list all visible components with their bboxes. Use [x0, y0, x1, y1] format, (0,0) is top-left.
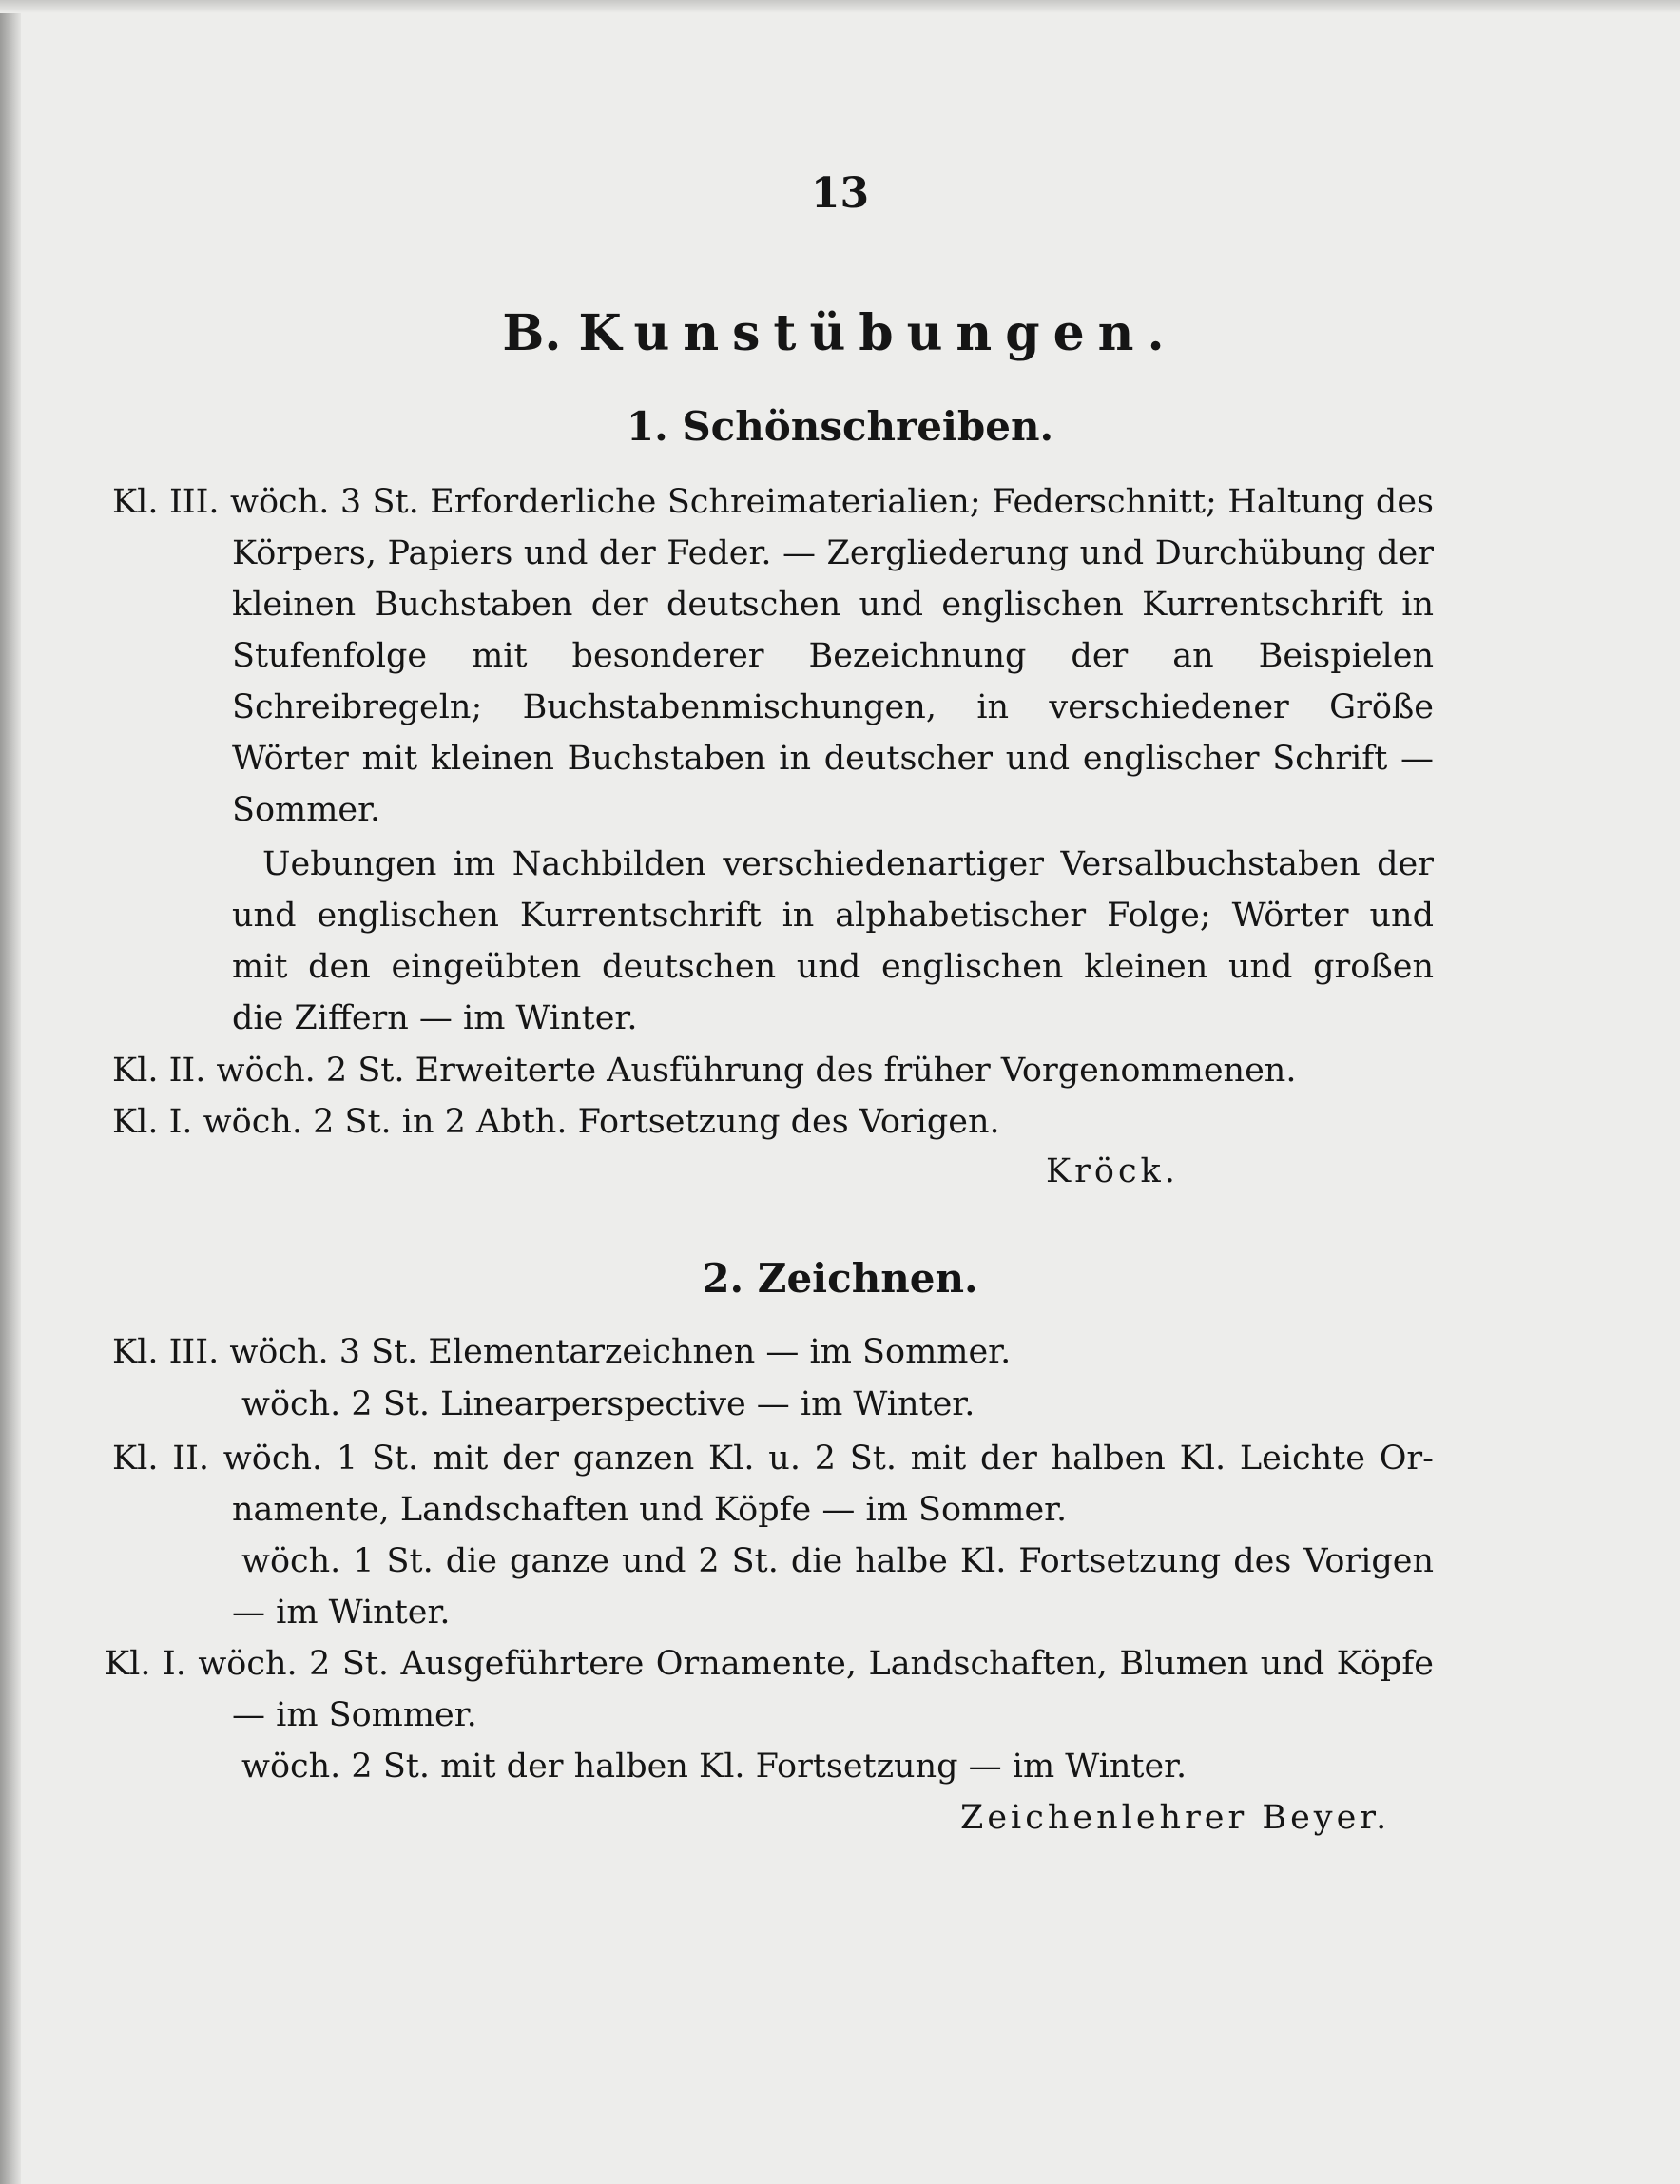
text-line: Sommer. — [232, 791, 381, 829]
page-top-shadow — [0, 0, 1680, 13]
section-letter: B. — [502, 304, 562, 362]
page-number: 13 — [810, 169, 870, 218]
text-line: Kl. III. wöch. 3 St. Elementarzeichnen — im Sommer. — [112, 1333, 1012, 1371]
text-line: Stufenfolge mit besonderer Bezeichnung der an Beispielen — [232, 637, 1434, 675]
text-line: namente, Landschaften und Köpfe — im Sommer. — [232, 1491, 1068, 1529]
section-title-text: Kunstübungen. — [578, 304, 1178, 362]
heading-schoenschreiben: 1. Schönschreiben. — [626, 403, 1054, 450]
text-line: wöch. 2 St. mit der halben Kl. Fortsetzung — im Winter. — [241, 1748, 1188, 1786]
section-title — [0, 304, 1680, 362]
text-line: Schreibregeln; Buchstabenmischungen, in verschiedener Größe — [232, 688, 1434, 726]
text-line: Kl. I. wöch. 2 St. Ausgeführtere Ornamente, Landschaften, Blumen und Köpfe — [105, 1645, 1434, 1683]
text-line: Kl. II. wöch. 1 St. mit der ganzen Kl. u. 2 St. mit der halben Kl. Leichte Or- — [112, 1440, 1434, 1478]
text-line: die Ziffern — im Winter. — [232, 999, 638, 1037]
text-line: Kl. I. wöch. 2 St. in 2 Abth. Fortsetzung des Vorigen. — [112, 1103, 1000, 1141]
text-line: Kl. III. wöch. 3 St. Erforderliche Schreimaterialien; Federschnitt; Haltung des — [112, 483, 1434, 521]
text-line: wöch. 1 St. die ganze und 2 St. die halbe Kl. Fortsetzung des Vorigen — [241, 1542, 1434, 1580]
signature-kroeck: Kröck. — [1046, 1152, 1179, 1190]
text-line: Körpers, Papiers und der Feder. — Zergliederung und Durchübung der — [232, 534, 1434, 572]
text-line: mit den eingeübten deutschen und englischen kleinen und großen — [232, 948, 1434, 986]
text-line: Wörter mit kleinen Buchstaben in deutscher und englischer Schrift — — [232, 740, 1434, 778]
text-line: kleinen Buchstaben der deutschen und englischen Kurrentschrift in — [232, 586, 1434, 624]
text-line: wöch. 2 St. Linearperspective — im Winter. — [241, 1385, 975, 1423]
text-line: und englischen Kurrentschrift in alphabetischer Folge; Wörter und — [232, 897, 1434, 935]
text-line: — im Sommer. — [232, 1696, 477, 1734]
text-line: Kl. II. wöch. 2 St. Erweiterte Ausführung des früher Vorgenommenen. — [112, 1052, 1297, 1090]
signature-beyer: Zeichenlehrer Beyer. — [960, 1799, 1391, 1837]
heading-zeichnen: 2. Zeichnen. — [702, 1255, 978, 1302]
text-line: — im Winter. — [232, 1594, 451, 1632]
text-line: Uebungen im Nachbilden verschiedenartiger Versalbuchstaben der — [262, 845, 1434, 883]
